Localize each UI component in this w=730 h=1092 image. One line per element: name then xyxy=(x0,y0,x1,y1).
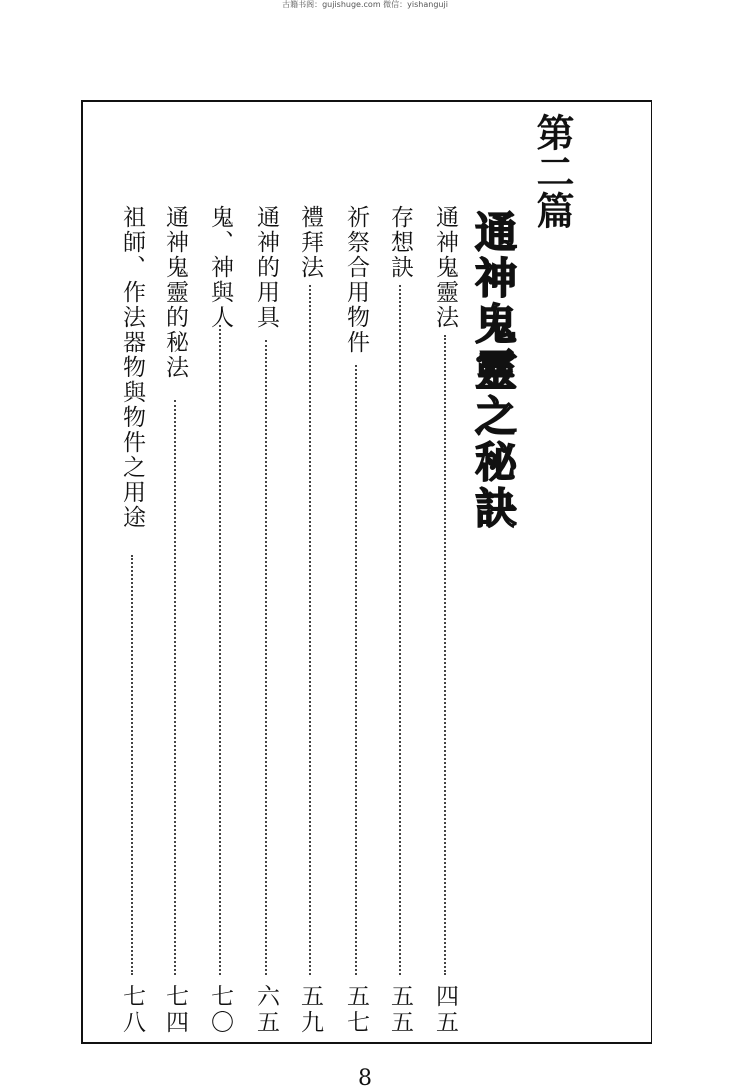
toc-entry-page: 七〇 xyxy=(207,984,233,1036)
toc-entry[interactable] xyxy=(155,205,195,1045)
toc-entry[interactable] xyxy=(290,205,330,1045)
toc-entry-page: 六五 xyxy=(253,984,279,1036)
toc-entry-page: 五五 xyxy=(387,984,413,1036)
toc-entry[interactable] xyxy=(246,205,286,1045)
dot-leader xyxy=(265,340,267,975)
toc-entry[interactable] xyxy=(425,205,465,1045)
dot-leader xyxy=(174,400,176,975)
toc-entry-title: 通神鬼靈法 xyxy=(432,205,458,330)
toc-entry-page: 五九 xyxy=(297,984,323,1036)
watermark-text: 古籍书阁：gujishuge.com 微信：yishanguji xyxy=(282,0,448,9)
toc-entry[interactable] xyxy=(112,205,152,1045)
dot-leader xyxy=(309,285,311,975)
toc-entry-title: 鬼、神與人 xyxy=(207,205,233,330)
toc-entry-title: 祈祭合用物件 xyxy=(343,205,369,355)
toc-entry[interactable] xyxy=(200,205,240,1045)
toc-entry-title: 禮拜法 xyxy=(297,205,323,280)
dot-leader xyxy=(219,325,221,975)
toc-entry[interactable] xyxy=(336,205,376,1045)
toc-entry-page: 五七 xyxy=(343,984,369,1036)
toc-entry-title: 通神的用具 xyxy=(253,205,279,330)
toc-entry[interactable] xyxy=(380,205,420,1045)
dot-leader xyxy=(131,555,133,975)
page-number: 8 xyxy=(358,1066,372,1091)
toc-entry-page: 四五 xyxy=(432,984,458,1036)
chapter-title: 通神鬼靈之秘訣 xyxy=(469,210,518,532)
toc-entry-title: 祖師、作法器物與物件之用途 xyxy=(119,205,145,530)
dot-leader xyxy=(355,365,357,975)
chapter-number: 第二篇 xyxy=(530,113,575,230)
dot-leader xyxy=(399,285,401,975)
toc-entry-page: 七四 xyxy=(162,984,188,1036)
toc-entry-page: 七八 xyxy=(119,984,145,1036)
dot-leader xyxy=(444,335,446,975)
toc-entry-title: 存想訣 xyxy=(387,205,413,280)
toc-entry-title: 通神鬼靈的秘法 xyxy=(162,205,188,380)
